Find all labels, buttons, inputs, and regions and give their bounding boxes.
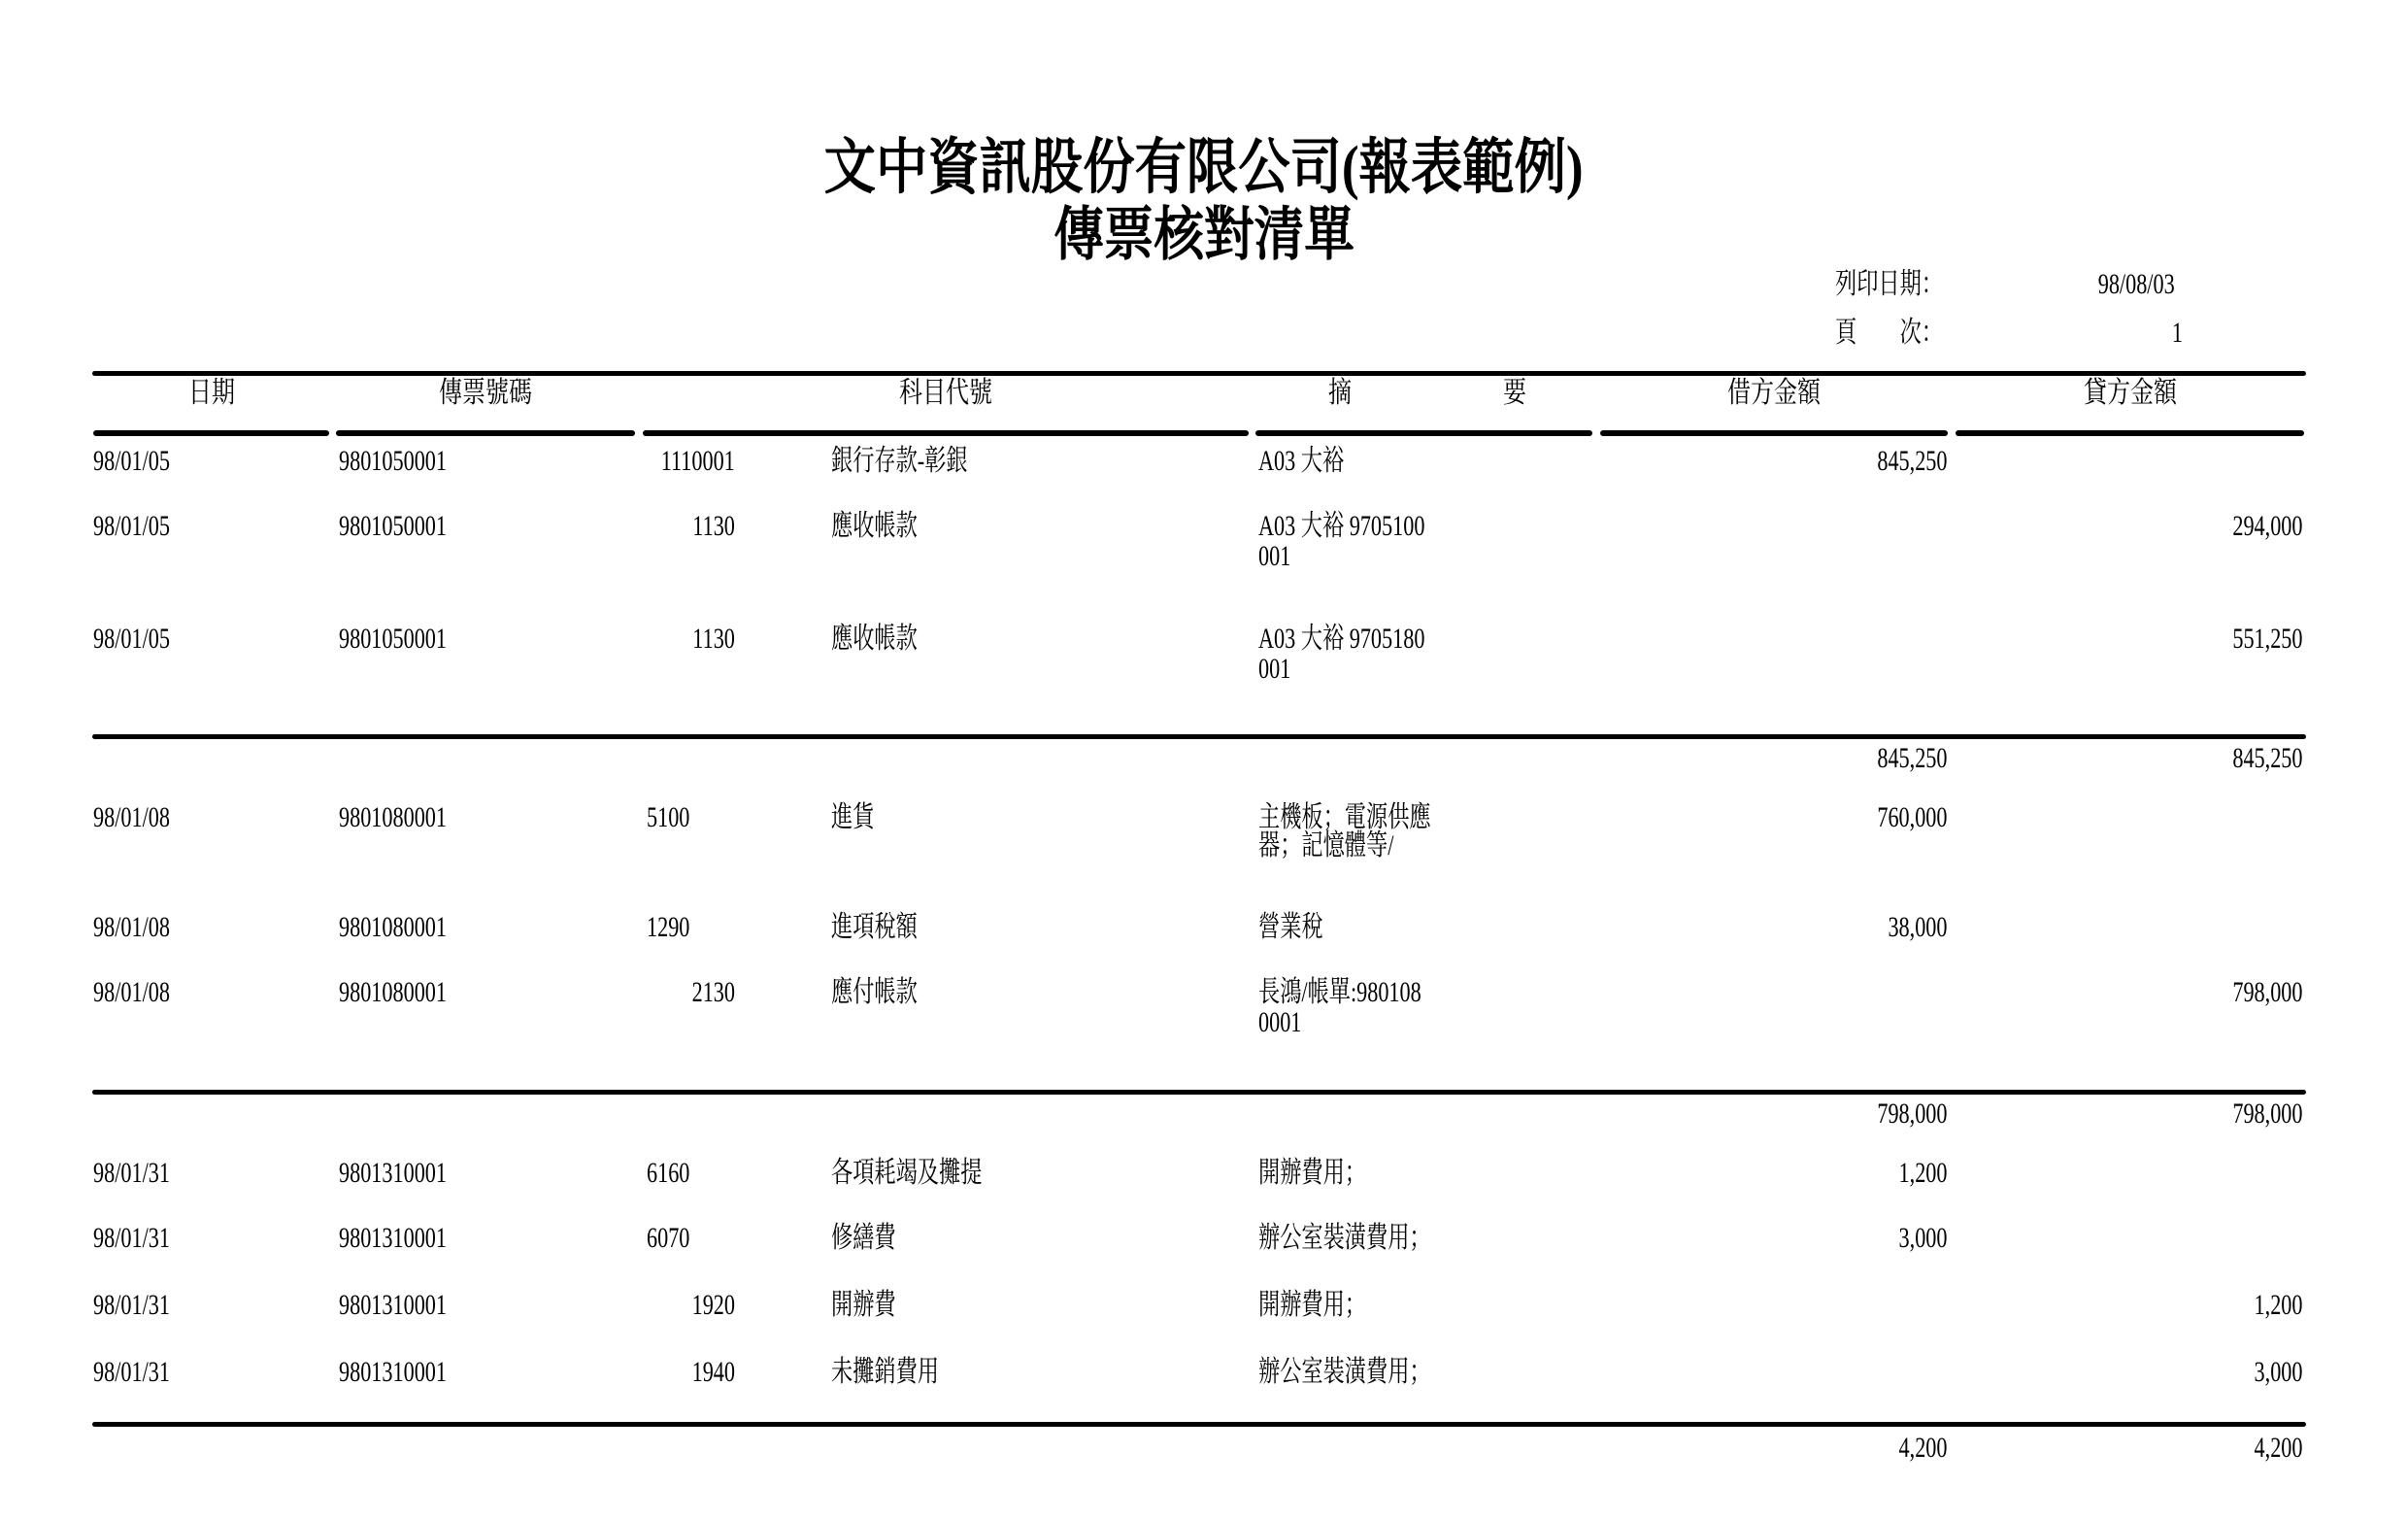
cell-summary: 開辦費用； [1258, 1157, 1366, 1189]
cell-voucher: 9801080001 [339, 911, 447, 943]
cell-credit: 551,250 [2231, 623, 2302, 655]
total-debit: 845,250 [1876, 742, 1947, 774]
cell-code: 1110001 [660, 445, 735, 477]
cell-account: 修繕費 [831, 1222, 896, 1254]
cell-summary: A03 大裕 [1258, 445, 1345, 477]
cell-voucher: 9801310001 [339, 1356, 447, 1388]
cell-summary-cont: 001 [1258, 653, 1291, 685]
cell-debit: 845,250 [1876, 445, 1947, 477]
cell-voucher: 9801050001 [339, 623, 447, 655]
cell-voucher: 9801310001 [339, 1222, 447, 1254]
cell-summary: A03 大裕 9705100 [1258, 510, 1425, 542]
cell-voucher: 9801310001 [339, 1157, 447, 1189]
cell-date: 98/01/31 [93, 1222, 170, 1254]
total-credit: 845,250 [2231, 742, 2302, 774]
cell-account: 各項耗竭及攤提 [831, 1157, 983, 1189]
column-header-date: 日期 [187, 377, 235, 409]
cell-voucher: 9801050001 [339, 510, 447, 542]
cell-account: 應收帳款 [831, 510, 918, 542]
group-separator-rule [92, 1090, 2306, 1095]
cell-date: 98/01/05 [93, 623, 170, 655]
cell-account: 銀行存款-彰銀 [831, 445, 968, 477]
cell-debit: 3,000 [1898, 1222, 1947, 1254]
cell-summary-cont: 0001 [1258, 1006, 1302, 1038]
cell-account: 應付帳款 [831, 976, 918, 1008]
cell-code: 1130 [692, 510, 735, 542]
cell-account: 進貨 [831, 801, 875, 833]
total-debit: 798,000 [1876, 1098, 1947, 1130]
company-title: 文中資訊股份有限公司(報表範例) [823, 135, 1584, 201]
cell-summary-cont: 001 [1258, 540, 1291, 572]
print-date-label: 列印日期： [1835, 268, 1943, 300]
cell-voucher: 9801080001 [339, 801, 447, 833]
column-header-voucher-no: 傳票號碼 [439, 377, 532, 409]
cell-code: 1940 [691, 1356, 735, 1388]
header-rule-code [643, 430, 1249, 436]
cell-date: 98/01/08 [93, 911, 170, 943]
total-credit: 4,200 [2254, 1432, 2302, 1464]
column-header-summary-2: 要 [1503, 377, 1526, 409]
header-rule-debit [1600, 430, 1948, 436]
report-title: 傳票核對清單 [1054, 203, 1354, 267]
cell-summary: 開辦費用； [1258, 1289, 1366, 1321]
column-header-debit: 借方金額 [1727, 377, 1821, 409]
cell-debit: 38,000 [1887, 911, 1947, 943]
cell-account: 應收帳款 [831, 623, 918, 655]
page-number: 1 [2171, 317, 2183, 349]
cell-account: 進項稅額 [831, 911, 918, 943]
header-rule-voucher [336, 430, 635, 436]
cell-code: 1290 [647, 911, 690, 943]
cell-code: 6160 [647, 1157, 690, 1189]
cell-account: 未攤銷費用 [831, 1356, 939, 1388]
cell-summary: 主機板；電源供應 [1258, 801, 1431, 833]
cell-summary: 辦公室裝潢費用； [1258, 1222, 1431, 1254]
total-credit: 798,000 [2231, 1098, 2302, 1130]
cell-code: 1130 [692, 623, 735, 655]
page-label: 頁 次： [1835, 317, 1943, 349]
column-header-summary-1: 摘 [1328, 377, 1352, 409]
cell-summary-cont: 器；記憶體等/ [1258, 829, 1394, 861]
cell-date: 98/01/31 [93, 1157, 170, 1189]
header-rule-credit [1956, 430, 2304, 436]
total-debit: 4,200 [1898, 1432, 1947, 1464]
column-header-credit: 貸方金額 [2083, 377, 2177, 409]
cell-credit: 798,000 [2231, 976, 2302, 1008]
cell-debit: 1,200 [1898, 1157, 1947, 1189]
cell-date: 98/01/05 [93, 510, 170, 542]
cell-date: 98/01/31 [93, 1356, 170, 1388]
group-separator-rule [92, 1422, 2306, 1427]
cell-account: 開辦費 [831, 1289, 896, 1321]
column-header-account-code: 科目代號 [899, 377, 992, 409]
cell-date: 98/01/08 [93, 976, 170, 1008]
cell-code: 1920 [691, 1289, 735, 1321]
cell-date: 98/01/31 [93, 1289, 170, 1321]
cell-code: 2130 [691, 976, 735, 1008]
cell-code: 6070 [647, 1222, 690, 1254]
cell-summary: 營業稅 [1258, 911, 1323, 943]
cell-credit: 294,000 [2231, 510, 2302, 542]
cell-summary: A03 大裕 9705180 [1258, 623, 1425, 655]
header-rule-summary [1255, 430, 1592, 436]
header-top-rule [92, 371, 2306, 376]
cell-credit: 1,200 [2254, 1289, 2302, 1321]
cell-voucher: 9801080001 [339, 976, 447, 1008]
cell-code: 5100 [647, 801, 690, 833]
cell-summary: 長鴻/帳單:980108 [1258, 976, 1421, 1008]
print-date-value: 98/08/03 [2098, 268, 2175, 300]
cell-date: 98/01/05 [93, 445, 170, 477]
header-rule-date [93, 430, 329, 436]
cell-date: 98/01/08 [93, 801, 170, 833]
group-separator-rule [92, 734, 2306, 739]
cell-credit: 3,000 [2254, 1356, 2302, 1388]
cell-debit: 760,000 [1876, 801, 1947, 833]
cell-voucher: 9801050001 [339, 445, 447, 477]
cell-voucher: 9801310001 [339, 1289, 447, 1321]
cell-summary: 辦公室裝潢費用； [1258, 1356, 1431, 1388]
